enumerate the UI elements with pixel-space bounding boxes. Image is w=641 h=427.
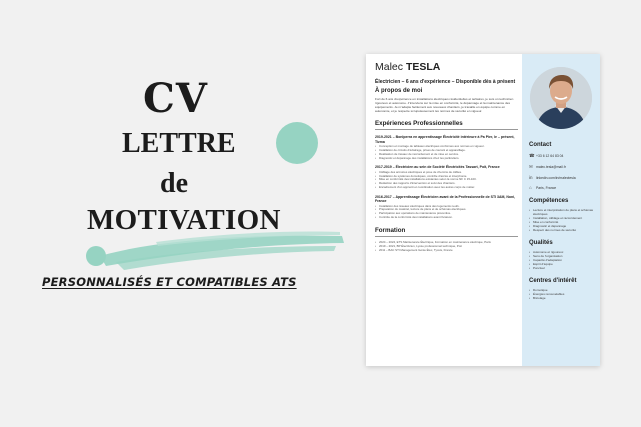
job-entry: [375, 135, 518, 160]
interest-item: • Domotique: [529, 288, 596, 292]
contact-phone: [529, 153, 596, 159]
job-entry: [375, 195, 518, 220]
job-bullet: • Préparation du matériel, lecture de plans et de schémas électriques.: [375, 208, 518, 212]
resume-sidebar: [522, 54, 600, 366]
education-item: • 2019 – 2021, BP Électricien, Lycée professionnel technique, Poit: [375, 245, 518, 249]
skill-item: • Diagnostic et dépannage: [529, 224, 596, 228]
job-bullet: • Encadrement d'un apprenti et coordination avec les autres corps de métier.: [375, 186, 518, 190]
phone-icon: ☎: [529, 153, 535, 158]
email-icon: ✉: [529, 164, 533, 169]
education-item: • 2011 – BAC STI Management Génie Élec, Tyoxis, France: [375, 249, 518, 253]
education-list: [375, 241, 518, 253]
job-bullet: • Mise en conformité des installations existantes selon la norme NF C 15-100.: [375, 178, 518, 182]
skill-item: • Respect des normes de sécurité: [529, 228, 596, 232]
promo-tagline: PERSONNALISÉS ET COMPATIBLES ATS: [42, 275, 297, 289]
resume-first-name: Malec: [375, 61, 404, 73]
profile-photo: [530, 67, 592, 129]
contact-email: [529, 164, 596, 170]
resume-name: [375, 61, 518, 73]
job-bullet: • Installation de circuits d'éclairage, prises de courant et appareillage.: [375, 149, 518, 153]
quality-item: • Autonome et rigoureux: [529, 250, 596, 254]
experience-heading: Expériences Professionnelles: [375, 120, 518, 130]
promo-title-lettre: LETTRE: [122, 128, 236, 159]
about-heading: À propos de moi: [375, 88, 423, 94]
job-bullet: • Contrôle de la conformité des installations avant livraison.: [375, 216, 518, 220]
job-entry: [375, 165, 518, 190]
job-bullets: [375, 145, 518, 161]
contact-email-text: malec.tesla@mail.fr: [536, 165, 566, 169]
interests-heading: Centres d'intérêt: [529, 278, 577, 284]
job-title: 2019-2021 – Bonlperra en apprentissage Électricité intérieure à Pa Pier, le – présent, Tizma: [375, 135, 515, 144]
job-bullet: • Réalisation de travaux de raccordement et de mise en service.: [375, 153, 518, 157]
skills-list: [529, 208, 596, 232]
job-title: 2016-2017 – Apprentissage Électricien avant de la Professionnelle de STI 3AM, Noni, France: [375, 195, 516, 204]
skill-item: • Installation, câblage et raccordement: [529, 216, 596, 220]
interests-list: [529, 288, 596, 300]
contact-location-text: Paris, France: [536, 185, 557, 190]
job-title: 2017-2019 – Électricien au sein de Société Électricités Tassart, Poit, France: [375, 165, 500, 170]
contact-location: [529, 185, 596, 190]
job-bullets: [375, 171, 518, 191]
skills-heading: Compétences: [529, 198, 569, 204]
quality-item: • Sens de l'organisation: [529, 254, 596, 258]
contact-phone-text: +33 6 12 64 83 04: [536, 154, 564, 158]
job-bullet: • Installation de systèmes domotiques, contrôle d'accès et interphonie.: [375, 175, 518, 179]
contact-linkedin: [529, 175, 596, 180]
education-heading: Formation: [375, 227, 518, 237]
contact-linkedin-text: linkedin.com/in/malectesla: [536, 175, 576, 180]
job-bullet: • Câblage des armoires électriques et pose de chemins de câbles.: [375, 171, 518, 175]
qualities-heading: Qualités: [529, 240, 553, 246]
interest-item: • Énergies renouvelables: [529, 292, 596, 296]
quality-item: • Ponctuel: [529, 266, 596, 270]
qualities-list: [529, 250, 596, 270]
resume-main-column: [366, 54, 522, 366]
promo-title-de: de: [160, 168, 188, 199]
job-bullet: • Installation des réseaux électriques dans des logements neufs.: [375, 205, 518, 209]
job-bullet: • Conception et montage de tableaux électriques conformes aux normes en vigueur.: [375, 145, 518, 149]
quality-item: • Esprit d'équipe: [529, 262, 596, 266]
interest-item: • Bricolage: [529, 296, 596, 300]
job-bullet: • Diagnostic et dépannage des installations chez les particuliers.: [375, 157, 518, 161]
resume-document: [366, 54, 600, 366]
promo-title-cv: CV: [143, 75, 208, 122]
linkedin-icon: in: [529, 175, 533, 180]
about-text: Fort de 6 ans d'expérience en installations électriques résidentielles et tertiaires, je suis un technicien rigoureux et autonome. J'interviens sur la mise en conformité, le dépannage et la maintenance des équipements. Je m'adapte facilement aux nouveaux chantiers, je travaille en équipe comme en autonomie, et je respecte scrupuleusement les normes de sécurité en vigueur.: [375, 97, 514, 114]
job-bullets: [375, 205, 518, 221]
promo-title-motivation: MOTIVATION: [87, 204, 281, 236]
education-item: • 2024 – 2024, ETS Maintenance Électrique, Formation en maintenance électrique, Paris: [375, 241, 518, 245]
job-bullet: • Participation aux opérations de maintenance préventive.: [375, 212, 518, 216]
resume-subtitle: Électricien – 6 ans d'expérience – Disponible dès à présent: [375, 79, 516, 85]
contact-heading: Contact: [529, 142, 552, 148]
skill-item: • Mise en conformité: [529, 220, 596, 224]
resume-last-name: TESLA: [405, 61, 441, 73]
job-bullet: • Rédaction des rapports d'intervention et suivi des chantiers.: [375, 182, 518, 186]
decorative-circle-large: [276, 122, 318, 164]
quality-item: • Capacité d'adaptation: [529, 258, 596, 262]
location-icon: ⌂: [529, 185, 532, 190]
skill-item: • Lecture et interprétation de plans et schémas électriques: [529, 208, 596, 216]
